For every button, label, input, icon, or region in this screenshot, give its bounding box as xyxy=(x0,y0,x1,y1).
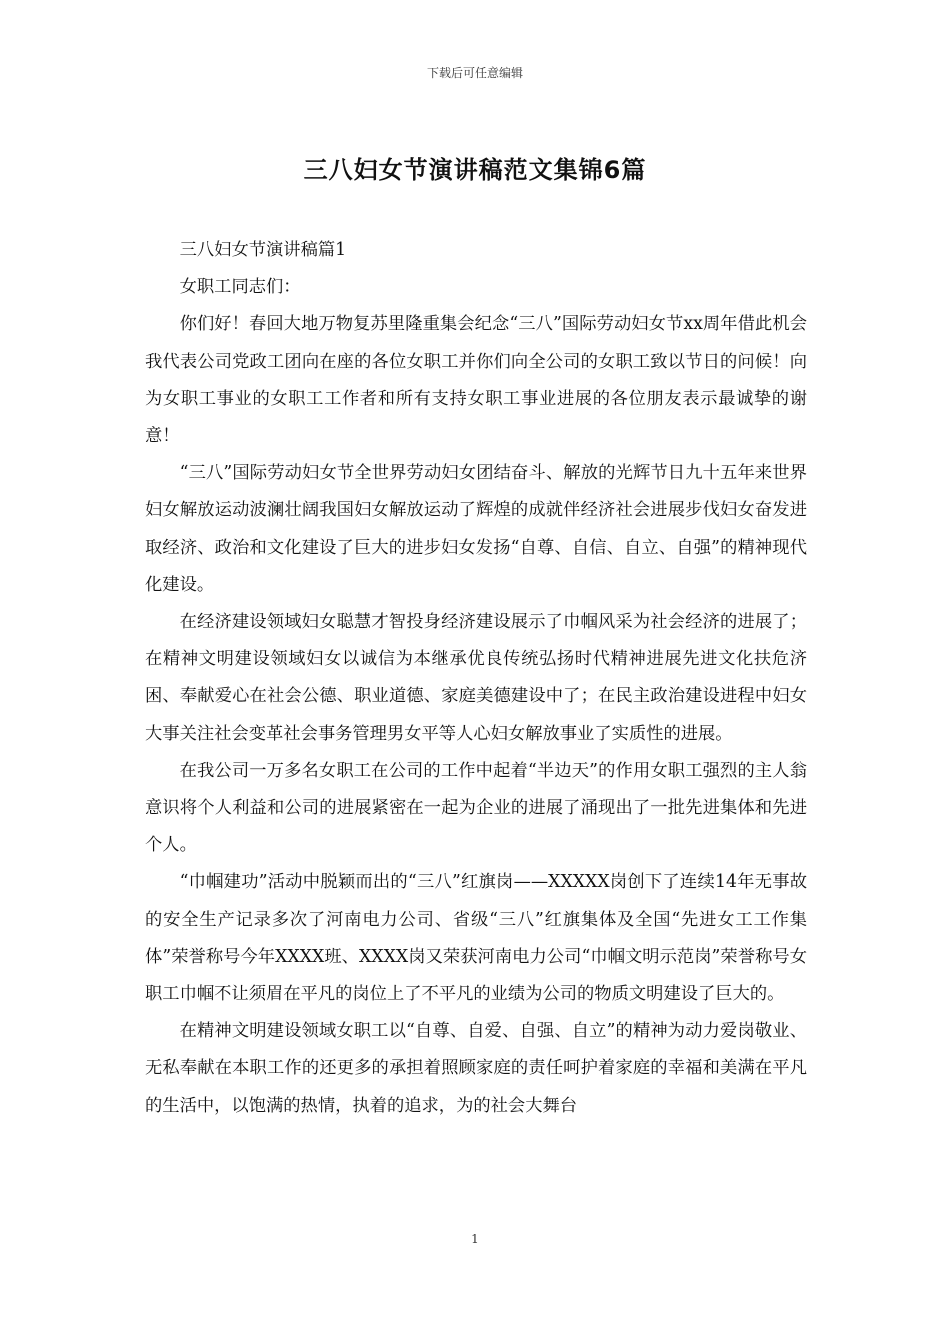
body-paragraph: 在精神文明建设领域女职工以“自尊、自爱、自强、自立”的精神为动力爱岗敬业、无私奉献在本职工作的还更多的承担着照顾家庭的责任呵护着家庭的幸福和美满在平凡的生活中，以饱满的热情，执着的追求，为的社会大舞台 xyxy=(145,1021,807,1116)
body-paragraph: “巾帼建功”活动中脱颖而出的“三八”红旗岗——XXXXX岗创下了连续14年无事故的安全生产记录多次了河南电力公司、省级“三八”红旗集体及全国“先进女工工作集体”荣誉称号今年XXXX班、XXXX岗又荣获河南电力公司“巾帼文明示范岗”荣誉称号女职工巾帼不让须眉在平凡的岗位上了不平凡的业绩为公司的物质文明建设了巨大的。 xyxy=(145,872,807,1005)
body-paragraph: 你们好！春回大地万物复苏里隆重集会纪念“三八”国际劳动妇女节xx周年借此机会我代表公司党政工团向在座的各位女职工并你们向全公司的女职工致以节日的问候！向为女职工事业的女职工工作者和所有支持女职工事业进展的各位朋友表示最诚挚的谢意！ xyxy=(145,314,807,447)
body-paragraph: 在经济建设领域妇女聪慧才智投身经济建设展示了巾帼风采为社会经济的进展了；在精神文明建设领域妇女以诚信为本继承优良传统弘扬时代精神进展先进文化扶危济困、奉献爱心在社会公德、职业道德、家庭美德建设中了；在民主政治建设进程中妇女大事关注社会变革社会事务管理男女平等人心妇女解放事业了实质性的进展。 xyxy=(145,612,807,744)
page-number: 1 xyxy=(471,1232,479,1246)
section-heading: 三八妇女节演讲稿篇1 xyxy=(179,240,347,260)
body-paragraph: 在我公司一万多名女职工在公司的工作中起着“半边天”的作用女职工强烈的主人翁意识将个人利益和公司的进展紧密在一起为企业的进展了涌现出了一批先进集体和先进个人。 xyxy=(145,760,807,856)
header-note: 下载后可任意编辑 xyxy=(426,66,523,80)
salutation: 女职工同志们： xyxy=(179,277,301,298)
body-paragraph: “三八”国际劳动妇女节全世界劳动妇女团结奋斗、解放的光辉节日九十五年来世界妇女解放运动波澜壮阔我国妇女解放运动了辉煌的成就伴经济社会进展步伐妇女奋发进取经济、政治和文化建设了巨大的进步妇女发扬“自尊、自信、自立、自强”的精神现代化建设。 xyxy=(145,463,807,595)
document-body xyxy=(145,232,807,1125)
document-title: 三八妇女节演讲稿范文集锦6篇 xyxy=(303,156,647,184)
